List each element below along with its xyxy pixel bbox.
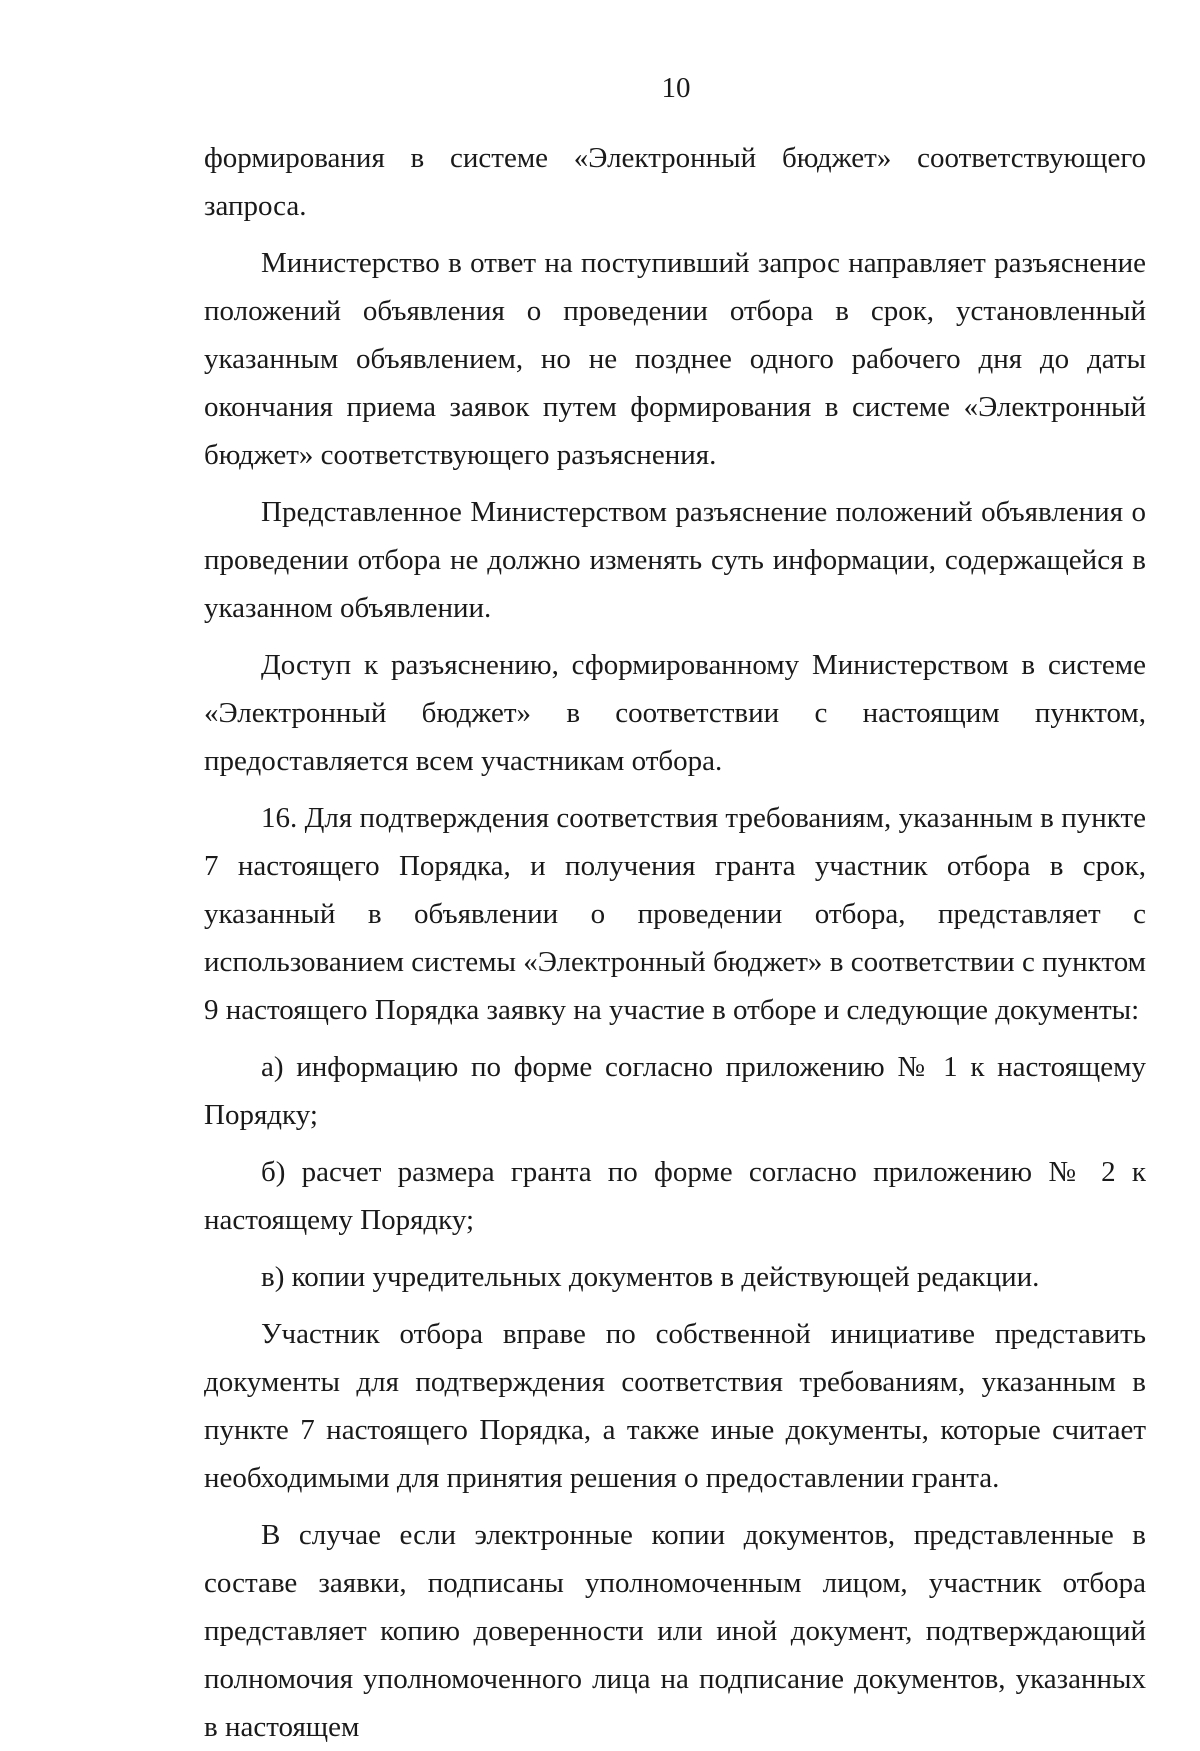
list-item-v: в) копии учредительных документов в действующей редакции. (261, 1261, 1040, 1293)
paragraph-continuation: формирования в системе «Электронный бюджет» соответствующего запроса. (204, 142, 1146, 222)
page-number: 10 (661, 72, 691, 104)
paragraph-clarification-content: Представленное Министерством разъяснение положений объявления о проведении отбора не должно изменять суть информации, содержащейся в указанном объявлении. (204, 496, 1146, 624)
document-body (204, 134, 1146, 1751)
list-item-a: а) информацию по форме согласно приложению № 1 к настоящему Порядку; (204, 1051, 1146, 1131)
paragraph-authorized-person: В случае если электронные копии документов, представленные в составе заявки, подписаны уполномоченным лицом, участник отбора представляет копию доверенности или иной документ, подтверждающий полномочия уполномоченного лица на подписание документов, указанных в настоящем (204, 1519, 1146, 1743)
paragraph-item-16: 16. Для подтверждения соответствия требованиям, указанным в пункте 7 настоящего Порядка, и получения гранта участник отбора в срок, указанный в объявлении о проведении отбора, представляет с использованием системы «Электронный бюджет» в соответствии с пунктом 9 настоящего Порядка заявку на участие в отборе и следующие документы: (204, 802, 1146, 1026)
list-item-b: б) расчет размера гранта по форме согласно приложению № 2 к настоящему Порядку; (204, 1156, 1146, 1236)
paragraph-ministry-response: Министерство в ответ на поступивший запрос направляет разъяснение положений объявления о проведении отбора в срок, установленный указанным объявлением, но не позднее одного рабочего дня до даты окончания приема заявок путем формирования в системе «Электронный бюджет» соответствующего разъяснения. (204, 247, 1146, 471)
paragraph-clarification-access: Доступ к разъяснению, сформированному Министерством в системе «Электронный бюджет» в соответствии с настоящим пунктом, предоставляется всем участникам отбора. (204, 649, 1146, 777)
paragraph-optional-documents: Участник отбора вправе по собственной инициативе представить документы для подтверждения соответствия требованиям, указанным в пункте 7 настоящего Порядка, а также иные документы, которые считает необходимыми для принятия решения о предоставлении гранта. (204, 1318, 1146, 1494)
